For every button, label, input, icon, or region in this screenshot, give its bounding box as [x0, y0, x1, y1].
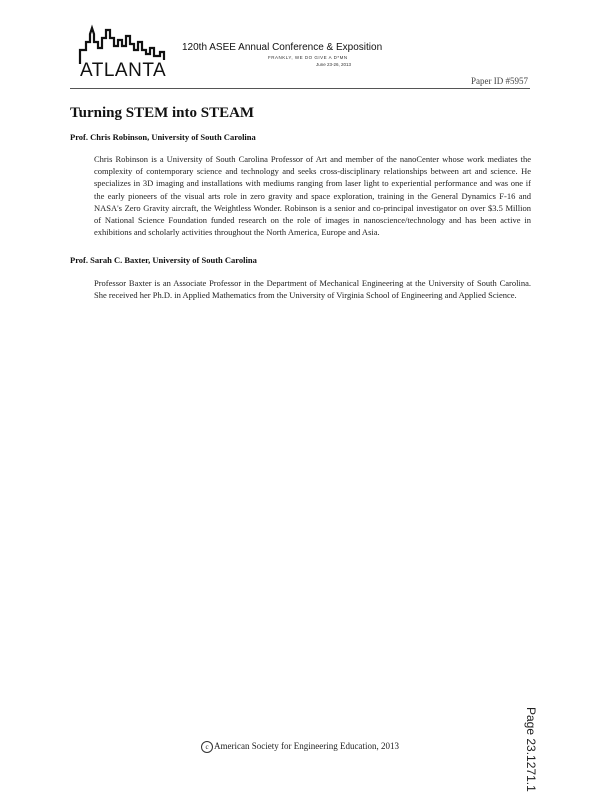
logo-conference-name: 120th ASEE Annual Conference & Exposition — [182, 42, 383, 53]
author-bio: Professor Baxter is an Associate Professor in the Department of Mechanical Engineering at the University of South Carolina. She received her Ph.D. in Applied Mathematics from the University of Virginia School of Engineering and Applied Science. — [94, 278, 531, 301]
logo-tagline: FRANKLY, WE DO GIVE A D*MN — [268, 55, 348, 60]
logo-dates: June 23-26, 2013 — [316, 62, 352, 67]
header-divider — [70, 88, 530, 89]
author-name: Prof. Sarah C. Baxter, University of South Carolina — [70, 255, 257, 265]
copyright-footer — [0, 741, 600, 753]
copyright-icon: c — [201, 741, 213, 753]
copyright-text: American Society for Engineering Education, 2013 — [214, 741, 399, 752]
author-name: Prof. Chris Robinson, University of South Carolina — [70, 132, 256, 142]
logo-city: ATLANTA — [80, 60, 167, 81]
city-skyline-icon — [78, 24, 178, 64]
paper-title: Turning STEM into STEAM — [70, 105, 255, 121]
conference-logo — [78, 24, 383, 81]
page-number: Page 23.1271.1 — [524, 707, 538, 792]
paper-id: Paper ID #5957 — [471, 76, 528, 86]
author-bio: Chris Robinson is a University of South Carolina Professor of Art and member of the nanoCenter whose work mediates the complexity of contemporary science and technology and seeks cross-disciplinary relationships between art and science. He specializes in 3D imaging and installations with mediums ranging from laser light to experiential performance and was one if the early pioneers of the visual arts role in zero gravity and space exploration, training in the General Dynamics F-16 and NASA's Zero Gravity aircraft, the Weightless Wonder. Robinson is a senior and co-principal investigator on over $3.5 Million of National Science Foundation funded research on the role of images in nanoscience/technology and has been active in exhibitions and scholarly activities throughout the North America, Europe and Asia. — [94, 154, 531, 238]
